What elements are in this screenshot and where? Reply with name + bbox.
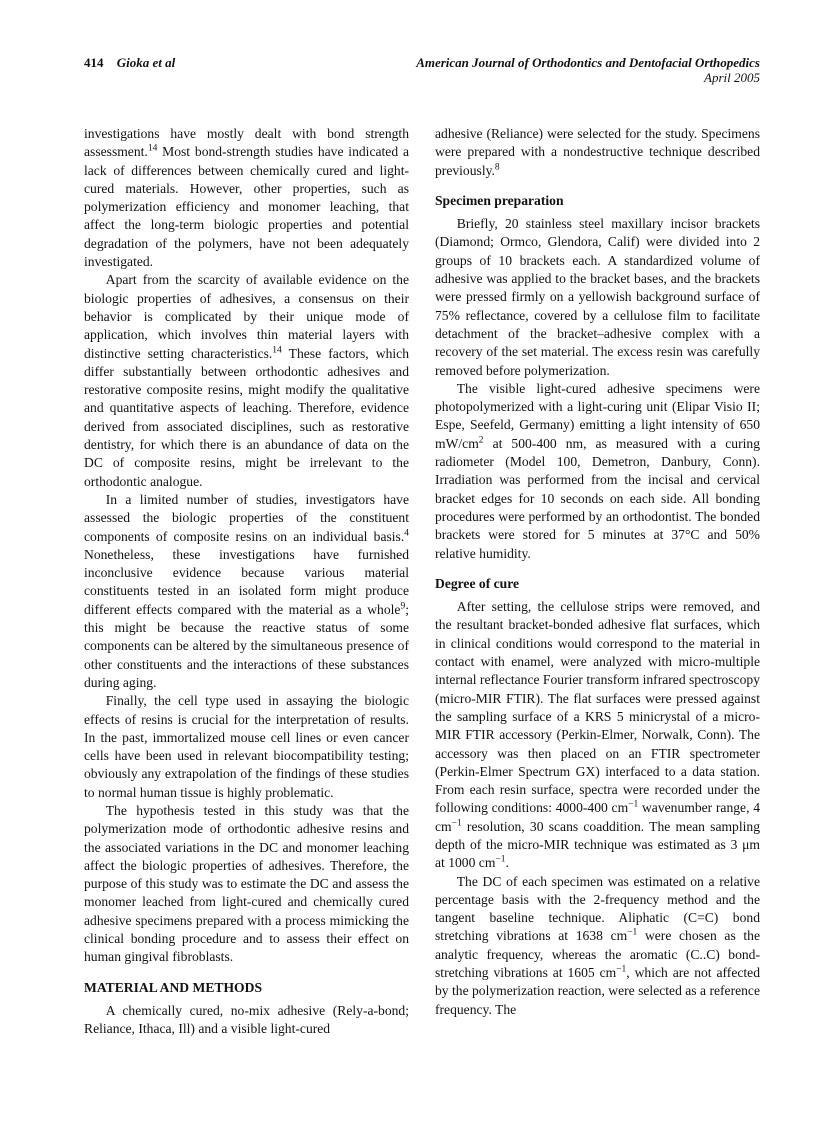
journal-title: American Journal of Orthodontics and Dentofacial Orthopedics — [416, 55, 760, 70]
paragraph: Briefly, 20 stainless steel maxillary incisor brackets (Diamond; Ormco, Glendora, Calif) were divided into 2 groups of 10 brackets each. A standardized volume of adhesive was applied to the bracket bases, and the brackets were pressed firmly on a yellowish background surface of 75% reflectance, covered by a cellulose film to facilitate detachment of the bracket–adhesive complex with a recovery of the set material. The excess resin was carefully removed before polymerization. — [435, 216, 760, 378]
right-column — [435, 125, 760, 1039]
paragraph: In a limited number of studies, investigators have assessed the biologic properties of the constituent components of composite resins on an individual basis.$^4$ Nonetheless, these investigations have furnished inconclusive evidence because various material constituents tested in an isolated form might produce different effects compared with the material as a whole$^9$; this might be because the reactive status of some components can be altered by the simultaneous presence of other constituents and the interactions of these substances during aging. — [84, 491, 409, 690]
paragraph: Finally, the cell type used in assaying the biologic effects of resins is crucial for the interpretation of results. In the past, immortalized mouse cell lines or even cancer cells have been used in relevant biocompatibility testing; obviously any extrapolation of the findings of these studies to normal human tissue is highly problematic. — [84, 693, 409, 800]
superscript: 14 — [147, 143, 158, 154]
paragraph: Apart from the scarcity of available evidence on the biologic properties of adhesives, a consensus on their behavior is complicated by their unique mode of application, which involves thin material layers with distinctive setting characteristics.$^{14}$ These factors, which differ substantially between orthodontic adhesives and restorative composite resins, might modify the qualitative and quantitative aspects of leaching. Therefore, evidence derived from associated disciplines, such as restorative dentistry, for which there is an abundance of data on the DC of composite resins, might be irrelevant to the orthodontic analogue. — [84, 272, 409, 489]
paragraph: The DC of each specimen was estimated on a relative percentage basis with the 2-frequency method and the tangent baseline technique. Aliphatic (C=C) bond stretching vibrations at 1638 $cm^{-1}$ were chosen as the analytic frequency, whereas the aromatic (C..C) bond-stretching vibrations at 1605 $cm^{-1}$, which are not affected by the polymerization reaction, were selected as a reference frequency. The — [435, 873, 760, 1017]
superscript: −1 — [628, 799, 639, 810]
running-head-left — [84, 55, 175, 70]
superscript: −1 — [616, 964, 627, 975]
superscript: −1 — [451, 818, 462, 829]
subsection-heading: Specimen preparation — [435, 192, 564, 208]
article-body — [84, 125, 760, 1039]
superscript: 2 — [478, 435, 484, 446]
running-authors: Gioka et al — [116, 55, 176, 70]
journal-issue: April 2005 — [704, 70, 760, 85]
paragraph: investigations have mostly dealt with bond strength assessment.$^{14}$ Most bond-strength studies have indicated a lack of differences between chemically cured and light-cured materials. However, other properties, such as polymerization efficiency and monomer leaching, that affect the long-term biologic properties and potential degradation of the polymers, have not been adequately investigated. — [84, 126, 409, 270]
superscript: 9 — [400, 601, 406, 612]
running-head — [84, 55, 760, 85]
paragraph: The hypothesis tested in this study was that the polymerization mode of orthodontic adhesive resins and the associated variations in the DC and monomer leaching affect the biologic properties of adhesives. Therefore, the purpose of this study was to estimate the DC and assess the monomer leached from light-cured and chemically cured adhesive specimens prepared with a process mimicking the clinical bonding procedure and to assess their effect on human gingival fibroblasts. — [84, 802, 409, 965]
superscript: 8 — [494, 162, 500, 173]
page-number: 414 — [84, 55, 104, 70]
subsection-heading: Degree of cure — [435, 575, 520, 591]
paragraph: A chemically cured, no-mix adhesive (Rely-a-bond; Reliance, Ithaca, Ill) and a visible light-cured — [84, 1002, 409, 1037]
paragraph: adhesive (Reliance) were selected for the study. Specimens were prepared with a nondestructive technique described previously.$^8$ — [435, 126, 760, 178]
superscript: −1 — [627, 927, 638, 938]
paragraph: After setting, the cellulose strips were removed, and the resultant bracket-bonded adhesive flat surfaces, which in clinical conditions would correspond to the material in contact with enamel, were analyzed with micro-multiple internal reflectance Fourier transform infrared spectroscopy (micro-MIR FTIR). The flat surfaces were pressed against the sampling surface of a KRS 5 minicrystal of a micro-MIR FTIR accessory (Perkin-Elmer, Norwalk, Conn). The accessory was then placed on an FTIR spectrometer (Perkin-Elmer Spectrum GX) interfaced to a data station. From each resin surface, spectra were recorded under the following conditions: 4000-400 $cm^{-1}$ wavenumber range, 4 $cm^{-1}$ resolution, 30 scans coaddition. The mean sampling depth of the micro-MIR technique was estimated as 3 μm at 1000 $cm^{-1}$. — [435, 599, 760, 871]
superscript: −1 — [495, 854, 506, 865]
left-column — [84, 125, 409, 1039]
section-heading: MATERIAL AND METHODS — [84, 979, 262, 995]
superscript: 14 — [272, 345, 282, 356]
running-head-right — [416, 55, 760, 85]
superscript: 4 — [404, 528, 409, 538]
paragraph: The visible light-cured adhesive specimens were photopolymerized with a light-curing unit (Elipar Visio II; Espe, Seefeld, Germany) emitting a light intensity of 650 $mW/cm^2$ at 500-400 nm, as measured with a curing radiometer (Model 100, Demetron, Danbury, Conn). Irradiation was performed from the incisal and cervical bracket edges for 10 seconds on each side. All bonding procedures were performed by an orthodontist. The bonded brackets were stored for 5 minutes at 37°C and 50% relative humidity. — [435, 380, 760, 561]
